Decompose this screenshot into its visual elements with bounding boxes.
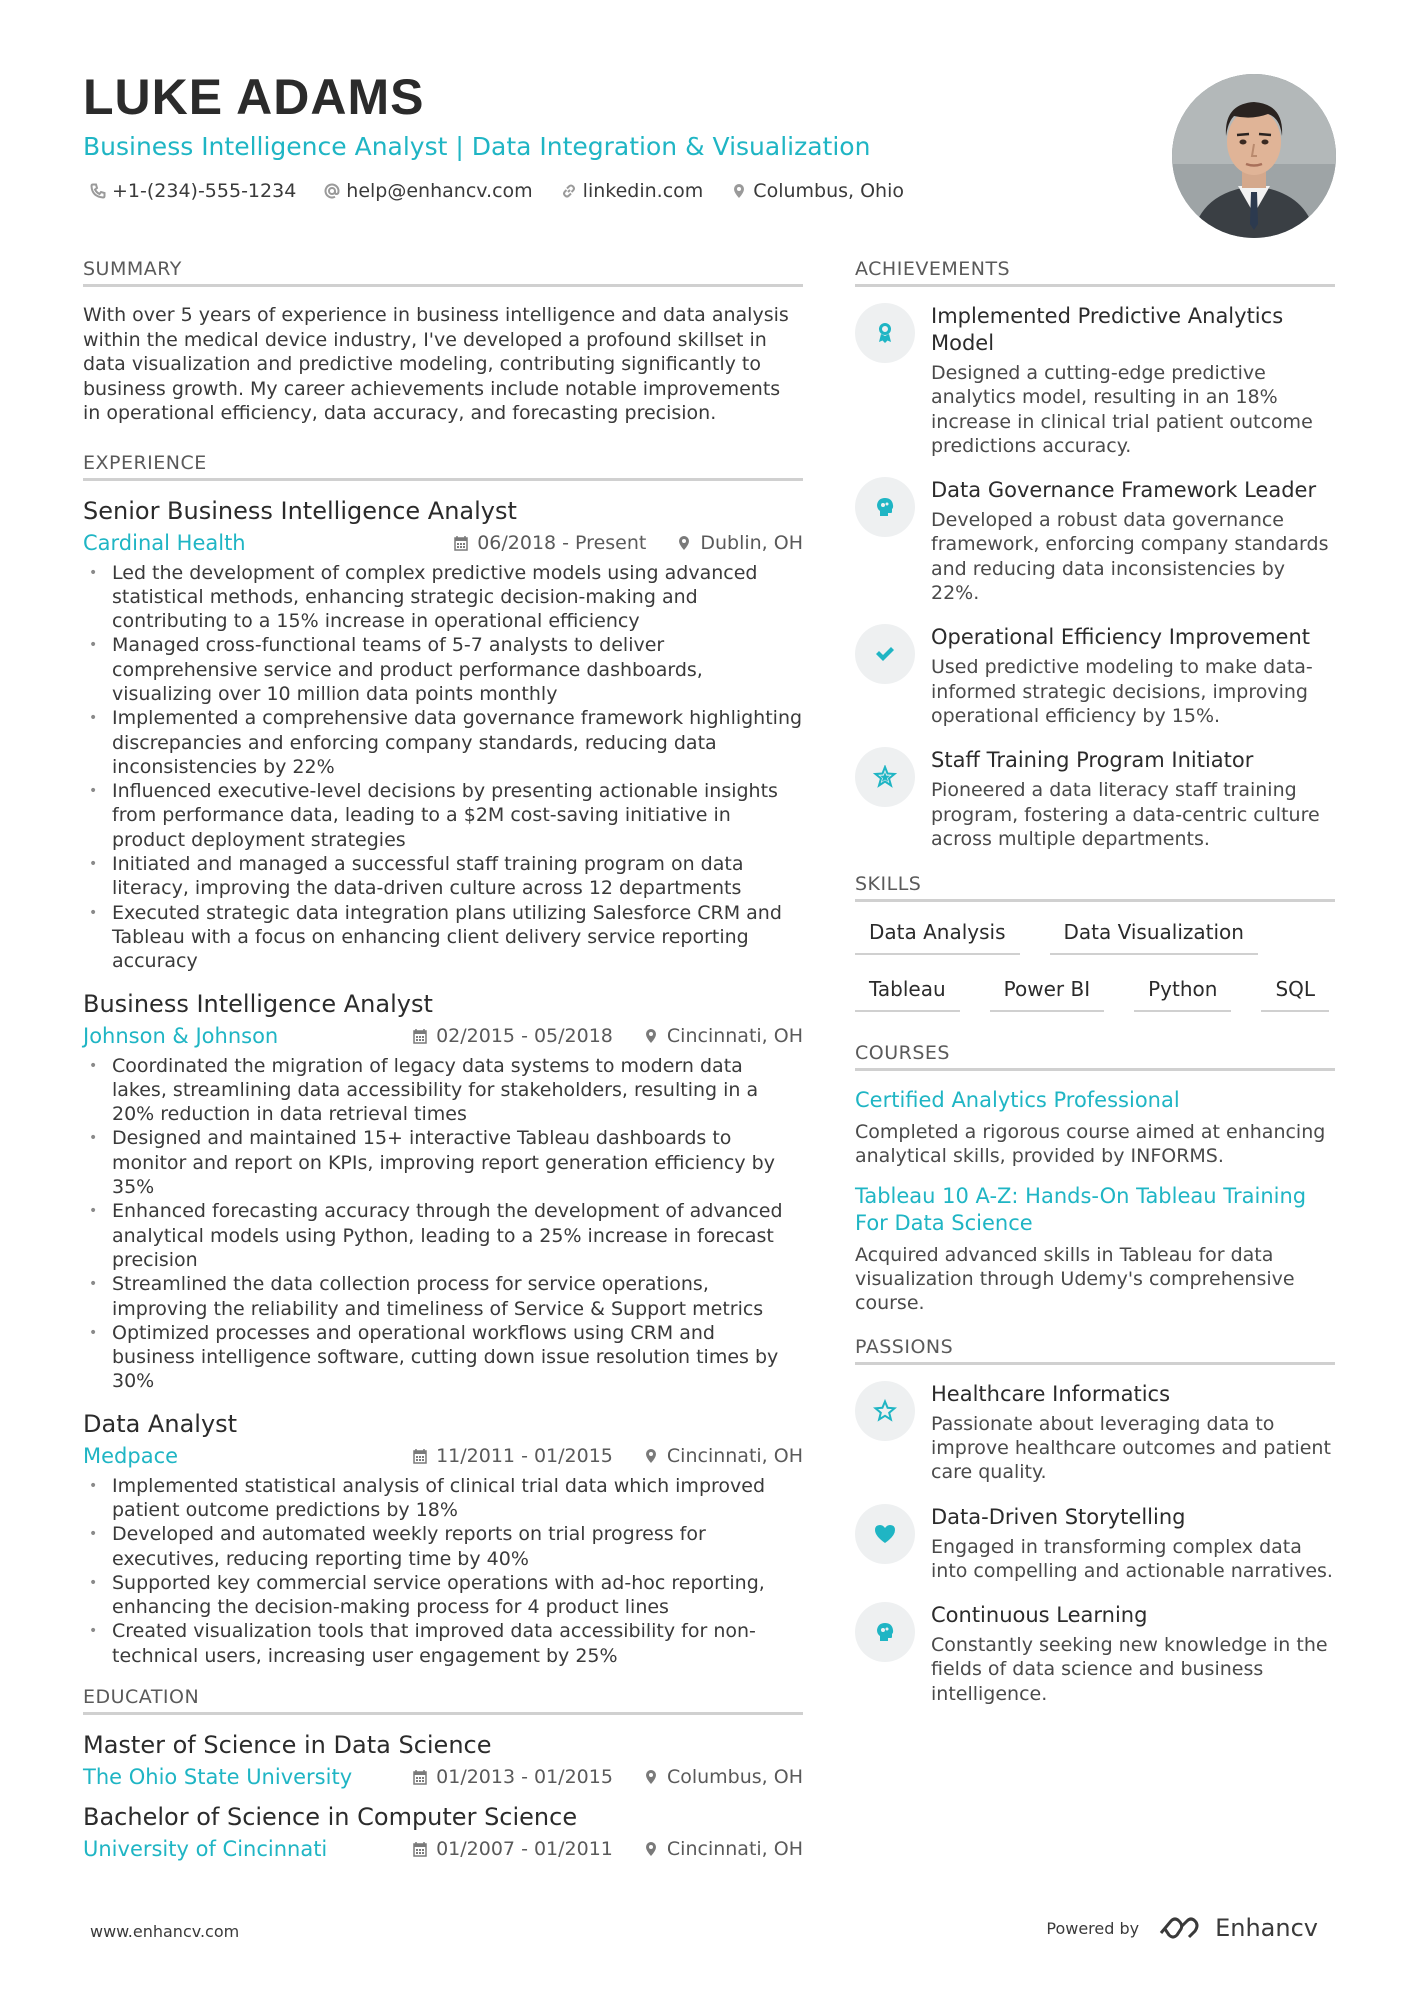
contact-email[interactable] xyxy=(324,180,532,202)
footer-website[interactable]: www.enhancv.com xyxy=(90,1922,240,1941)
achievement-desc: Used predictive modeling to make data-informed strategic decisions, improving operational efficiency by 15%. xyxy=(931,656,1313,727)
summary-title: SUMMARY xyxy=(83,258,803,287)
job-meta-right xyxy=(412,1025,803,1047)
headline: Business Intelligence Analyst | Data Integration & Visualization xyxy=(83,132,871,161)
school-dates-text: 01/2007 - 01/2011 xyxy=(436,1838,613,1861)
job-title: Senior Business Intelligence Analyst xyxy=(83,496,517,525)
calendar-icon xyxy=(412,1841,428,1857)
job-location xyxy=(643,1025,803,1047)
job-bullet: • Initiated and managed a successful staff training program on data literacy, improving the data-driven culture across 12 departments xyxy=(83,852,803,901)
right-column xyxy=(855,258,1335,1725)
school-location xyxy=(643,1766,803,1788)
passions-title: PASSIONS xyxy=(855,1336,1335,1365)
job-bullet: • Managed cross-functional teams of 5-7 analysts to deliver comprehensive service and product performance dashboards, visualizing over 10 million data points monthly xyxy=(83,633,803,706)
skill-tag: Data Analysis xyxy=(855,918,1020,955)
experience-entry xyxy=(83,497,803,974)
calendar-icon xyxy=(453,535,469,551)
education-title: EDUCATION xyxy=(83,1686,803,1715)
achievement-desc: Designed a cutting-edge predictive analytics model, resulting in an 18% increase in clinical trial patient outcome predictions accuracy. xyxy=(931,362,1313,457)
passion-desc: Passionate about leveraging data to improve healthcare outcomes and patient care quality. xyxy=(931,1412,1331,1484)
passion-icon-wrap xyxy=(855,1381,915,1441)
achievement-item xyxy=(855,624,1335,728)
education-entry xyxy=(83,1731,803,1789)
skill-tag: SQL xyxy=(1261,975,1329,1012)
achievement-body xyxy=(931,477,1335,605)
job-bullet: • Supported key commercial service operations with ad-hoc reporting, enhancing the decision-making process for 4 product lines xyxy=(83,1571,803,1620)
job-org: Cardinal Health xyxy=(83,530,246,555)
check-icon xyxy=(873,642,897,666)
contact-location xyxy=(731,180,904,202)
school-location-text: Cincinnati, OH xyxy=(666,1838,803,1861)
job-bullet: • Led the development of complex predictive models using advanced statistical methods, enhancing strategic decision-making and contributing to a 15% increase in operational efficiency xyxy=(83,561,803,634)
skill-tag: Python xyxy=(1134,975,1231,1012)
job-org: Medpace xyxy=(83,1443,179,1468)
job-location xyxy=(643,1445,803,1467)
skill-tag: Power BI xyxy=(990,975,1104,1012)
job-location-text: Cincinnati, OH xyxy=(666,1444,803,1467)
passion-desc: Constantly seeking new knowledge in the fields of data science and business intelligence. xyxy=(931,1634,1328,1705)
passion-title: Data-Driven Storytelling xyxy=(931,1504,1186,1529)
job-bullets xyxy=(83,1054,803,1394)
skill-tag: Data Visualization xyxy=(1050,918,1258,955)
school-meta xyxy=(83,1765,803,1789)
calendar-icon xyxy=(412,1028,428,1044)
job-bullets xyxy=(83,561,803,974)
school-meta xyxy=(83,1837,803,1861)
job-title: Data Analyst xyxy=(83,1409,238,1438)
experience-title: EXPERIENCE xyxy=(83,452,803,481)
achievement-body xyxy=(931,624,1335,728)
achievement-icon-wrap xyxy=(855,747,915,807)
phone-text: +1-(234)-555-1234 xyxy=(112,180,297,202)
location-pin-icon xyxy=(731,183,747,199)
passion-body xyxy=(931,1602,1335,1706)
job-bullet: • Created visualization tools that improved data accessibility for non-technical users, increasing user engagement by 25% xyxy=(83,1619,803,1668)
education-list xyxy=(83,1731,803,1861)
achievement-icon-wrap xyxy=(855,624,915,684)
job-dates-text: 11/2011 - 01/2015 xyxy=(436,1444,613,1467)
contact-phone[interactable] xyxy=(90,180,296,202)
job-bullets xyxy=(83,1474,803,1668)
left-column xyxy=(83,258,803,1875)
job-org: Johnson & Johnson xyxy=(83,1023,279,1048)
job-dates xyxy=(412,1025,613,1047)
school-dates xyxy=(412,1766,613,1788)
job-bullet: • Enhanced forecasting accuracy through the development of advanced analytical models using Python, leading to a 25% increase in forecast precision xyxy=(83,1199,803,1272)
skills-title: SKILLS xyxy=(855,873,1335,902)
passion-icon-wrap xyxy=(855,1602,915,1662)
school-org: The Ohio State University xyxy=(83,1765,353,1790)
summary-text: With over 5 years of experience in business intelligence and data analysis within the medical device industry, I've developed a profound skillset in data visualization and predictive modeling, contributing significantly to business growth. My career achievements include notable improvements in operational efficiency, data accuracy, and forecasting precision. xyxy=(83,304,789,424)
achievement-title: Implemented Predictive Analytics Model xyxy=(931,304,1284,355)
location-text: Columbus, Ohio xyxy=(753,180,904,202)
school-location-text: Columbus, OH xyxy=(666,1766,803,1789)
job-location xyxy=(676,532,803,554)
job-bullet: • Optimized processes and operational workflows using CRM and business intelligence software, cutting down issue resolution times by 30% xyxy=(83,1321,803,1394)
passion-title: Continuous Learning xyxy=(931,1603,1148,1628)
courses-list xyxy=(855,1087,1335,1315)
achievements-title: ACHIEVEMENTS xyxy=(855,258,1335,287)
job-bullet: • Streamlined the data collection process for service operations, improving the reliability and timeliness of Service & Support metrics xyxy=(83,1272,803,1321)
passion-icon-wrap xyxy=(855,1504,915,1564)
job-location-text: Dublin, OH xyxy=(700,531,803,554)
school-location xyxy=(643,1838,803,1860)
experience-list xyxy=(83,497,803,1669)
school-dates-text: 01/2013 - 01/2015 xyxy=(436,1766,613,1789)
passion-body xyxy=(931,1504,1335,1584)
job-location-text: Cincinnati, OH xyxy=(666,1024,803,1047)
course-desc: Completed a rigorous course aimed at enhancing analytical skills, provided by INFORMS. xyxy=(855,1121,1326,1168)
course-desc: Acquired advanced skills in Tableau for data visualization through Udemy's comprehensive course. xyxy=(855,1243,1295,1315)
course-title: Certified Analytics Professional xyxy=(855,1088,1180,1113)
achievement-desc: Pioneered a data literacy staff training program, fostering a data-centric culture across multiple departments. xyxy=(931,779,1320,850)
job-meta-right xyxy=(453,532,803,554)
education-entry xyxy=(83,1803,803,1861)
job-dates-text: 06/2018 - Present xyxy=(477,531,647,554)
passion-item xyxy=(855,1504,1335,1584)
achievement-body xyxy=(931,747,1335,851)
contact-bar xyxy=(90,180,904,202)
star-icon xyxy=(873,1399,897,1423)
location-pin-icon xyxy=(676,535,692,551)
job-bullet: • Executed strategic data integration plans utilizing Salesforce CRM and Tableau with a focus on enhancing client delivery service reporting accuracy xyxy=(83,901,803,974)
degree-title: Master of Science in Data Science xyxy=(83,1731,492,1760)
at-icon xyxy=(324,183,340,199)
job-meta xyxy=(83,1024,803,1048)
infinity-logo-icon xyxy=(1157,1915,1205,1941)
footer-branding xyxy=(1046,1914,1318,1942)
achievement-item xyxy=(855,303,1335,458)
passion-title: Healthcare Informatics xyxy=(931,1381,1171,1406)
achievement-item xyxy=(855,747,1335,851)
award-icon xyxy=(873,321,897,345)
location-pin-icon xyxy=(643,1448,659,1464)
school-meta-right xyxy=(412,1766,803,1788)
brand-logo[interactable] xyxy=(1157,1914,1318,1942)
location-pin-icon xyxy=(643,1769,659,1785)
brand-name: Enhancv xyxy=(1215,1914,1318,1942)
passion-desc: Engaged in transforming complex data into compelling and actionable narratives. xyxy=(931,1535,1333,1582)
achievement-item xyxy=(855,477,1335,605)
school-org: University of Cincinnati xyxy=(83,1837,328,1862)
email-text: help@enhancv.com xyxy=(346,180,533,202)
job-dates xyxy=(412,1445,613,1467)
heart-icon xyxy=(873,1522,897,1546)
job-meta xyxy=(83,531,803,555)
achievement-icon-wrap xyxy=(855,303,915,363)
job-dates xyxy=(453,532,646,554)
passion-item xyxy=(855,1602,1335,1706)
course-title: Tableau 10 A-Z: Hands-On Tableau Training For Data Science xyxy=(855,1183,1307,1235)
passions-list xyxy=(855,1381,1335,1706)
linkedin-text: linkedin.com xyxy=(582,180,704,202)
job-bullet: • Coordinated the migration of legacy data systems to modern data lakes, streamlining data accessibility for stakeholders, resulting in a 20% reduction in data retrieval times xyxy=(83,1054,803,1127)
skills-list xyxy=(855,918,1335,1012)
calendar-icon xyxy=(412,1448,428,1464)
achievement-icon-wrap xyxy=(855,477,915,537)
school-meta-right xyxy=(412,1838,803,1860)
degree-title: Bachelor of Science in Computer Science xyxy=(83,1803,578,1832)
school-dates xyxy=(412,1838,613,1860)
job-bullet: • Implemented statistical analysis of clinical trial data which improved patient outcome predictions by 18% xyxy=(83,1474,803,1523)
phone-icon xyxy=(90,183,106,199)
star-badge-icon xyxy=(873,765,897,789)
profile-photo xyxy=(1172,74,1336,238)
brain-icon xyxy=(873,495,897,519)
candidate-name: LUKE ADAMS xyxy=(83,69,425,125)
location-pin-icon xyxy=(643,1841,659,1857)
achievement-desc: Developed a robust data governance framework, enforcing company standards and reducing data inconsistencies by 22%. xyxy=(931,509,1329,605)
achievements-list xyxy=(855,303,1335,851)
passion-body xyxy=(931,1381,1335,1485)
experience-entry xyxy=(83,990,803,1394)
job-bullet: • Developed and automated weekly reports on trial progress for executives, reducing reporting time by 40% xyxy=(83,1522,803,1571)
achievement-title: Data Governance Framework Leader xyxy=(931,478,1317,503)
job-bullet: • Implemented a comprehensive data governance framework highlighting discrepancies and enforcing company standards, reducing data inconsistencies by 22% xyxy=(83,706,803,779)
job-bullet: • Designed and maintained 15+ interactive Tableau dashboards to monitor and report on KPIs, improving report generation efficiency by 35% xyxy=(83,1126,803,1199)
job-meta xyxy=(83,1444,803,1468)
job-meta-right xyxy=(412,1445,803,1467)
location-pin-icon xyxy=(643,1028,659,1044)
powered-by-text: Powered by xyxy=(1046,1918,1140,1938)
link-icon xyxy=(561,183,577,199)
brain-icon xyxy=(873,1620,897,1644)
courses-title: COURSES xyxy=(855,1042,1335,1071)
passion-item xyxy=(855,1381,1335,1485)
achievement-body xyxy=(931,303,1335,458)
contact-linkedin[interactable] xyxy=(561,180,704,202)
job-title: Business Intelligence Analyst xyxy=(83,989,433,1018)
achievement-title: Operational Efficiency Improvement xyxy=(931,625,1310,650)
calendar-icon xyxy=(412,1769,428,1785)
job-dates-text: 02/2015 - 05/2018 xyxy=(436,1024,613,1047)
achievement-title: Staff Training Program Initiator xyxy=(931,748,1254,773)
job-bullet: • Influenced executive-level decisions by presenting actionable insights from performance data, leading to a $2M cost-saving initiative in product deployment strategies xyxy=(83,779,803,852)
skill-tag: Tableau xyxy=(855,975,960,1012)
experience-entry xyxy=(83,1410,803,1668)
